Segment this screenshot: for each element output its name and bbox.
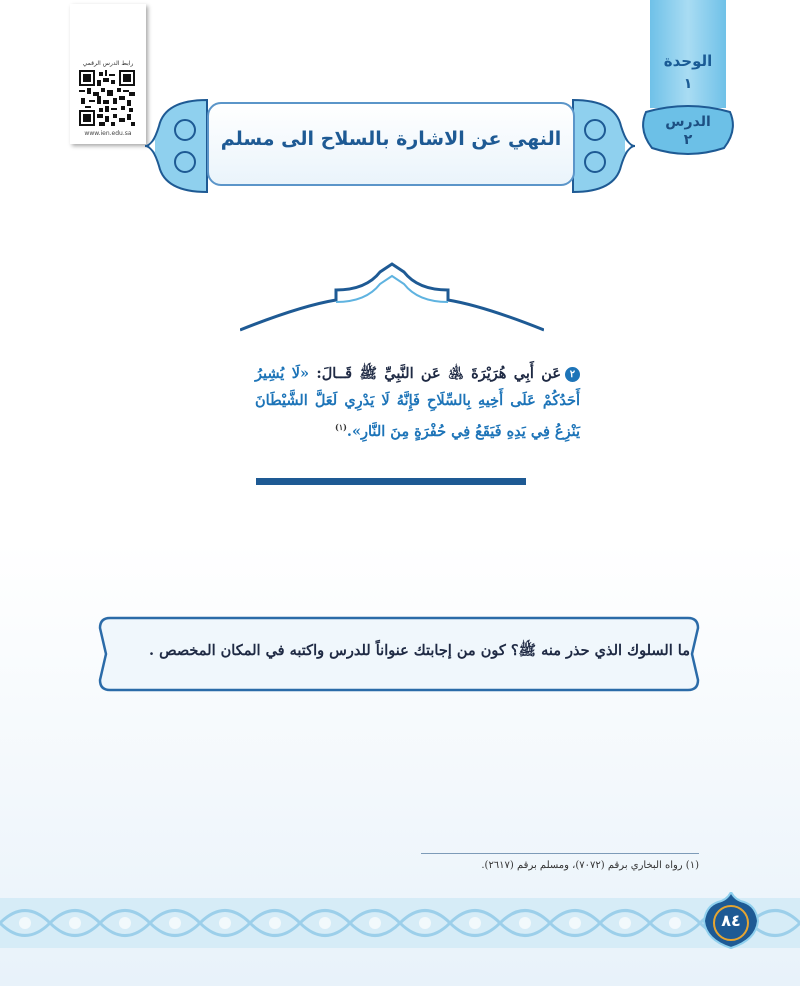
unit-number: ١: [683, 76, 693, 92]
lesson-number: ٢: [683, 132, 693, 148]
page-number: ٨٤: [721, 911, 741, 930]
hadith-number: ٢: [565, 367, 580, 382]
qr-caption: رابط الدرس الرقمي: [82, 60, 134, 67]
hadith-body: «لَا يُشِيرُ أَحَدُكُمْ عَلَى أَخِيهِ بِالسِّلَاحِ فَإِنَّهُ لَا يَدْرِي لَعَلَّ الشَّيْطَانَ يَنْزِعُ فِي يَدِهِ فَيَقَعُ فِي حُفْرَةٍ مِنَ النَّارِ».: [255, 365, 580, 440]
footnote-marker: (١): [335, 422, 347, 432]
lesson-title: النهي عن الاشارة بالسلاح الى مسلم: [220, 128, 562, 150]
hadith-narration: عَن أَبِي هُرَيْرَةَ ﵁ عَن النَّبِيِّ ﷺ قَــالَ:: [316, 365, 561, 382]
hadith-text: [255, 360, 580, 445]
lesson-label: الدرس: [665, 114, 711, 130]
unit-label: الوحدة: [663, 52, 713, 70]
bottom-ornament-band: [0, 888, 800, 956]
footnote-divider: [421, 853, 699, 854]
hadith-underline: [256, 478, 526, 485]
qr-card[interactable]: [70, 4, 146, 144]
qr-url[interactable]: www.ien.edu.sa: [84, 130, 132, 137]
lesson-badge: [640, 104, 736, 156]
question-text: ما السلوك الذي حذر منه ﷺ؟ كون من إجابتك عنواناً للدرس واكتبه في المكان المخصص .: [148, 642, 690, 659]
qr-code-icon[interactable]: [79, 70, 135, 126]
footnote-text: (١) رواه البخاري برقم (٧٠٧٢)، ومسلم برقم (٢٦١٧).: [481, 860, 699, 871]
unit-ribbon: [650, 0, 726, 108]
arch-ornament: [240, 262, 544, 334]
